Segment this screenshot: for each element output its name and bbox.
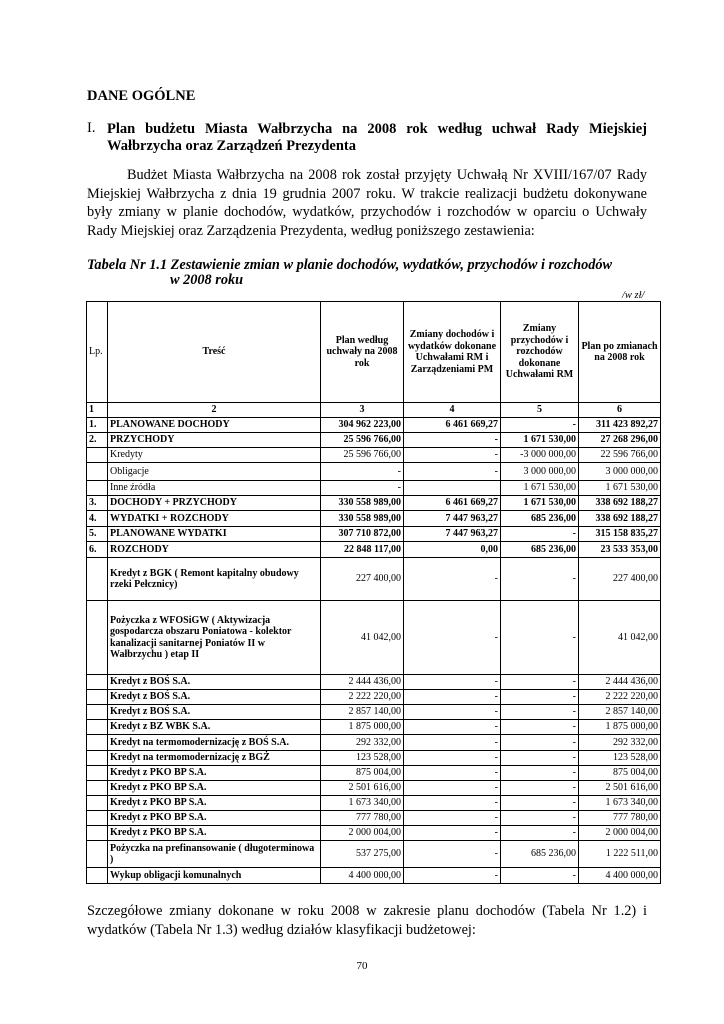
row-tresc: Kredyt z BZ WBK S.A. — [108, 720, 321, 735]
row-zmiany-przychodow: 1 671 530,00 — [501, 481, 579, 496]
row-lp — [87, 766, 108, 781]
row-plan-po: 292 332,00 — [579, 735, 661, 751]
row-lp — [87, 720, 108, 735]
row-plan: - — [321, 463, 404, 481]
row-plan: 1 673 340,00 — [321, 796, 404, 811]
table-row — [87, 826, 661, 841]
row-plan-po: 1 671 530,00 — [579, 481, 661, 496]
row-plan: 2 501 616,00 — [321, 781, 404, 796]
row-tresc: DOCHODY + PRZYCHODY — [108, 496, 321, 511]
row-plan-po: 3 000 000,00 — [579, 463, 661, 481]
row-zmiany-dochodow: - — [404, 720, 501, 735]
row-zmiany-przychodow: - — [501, 601, 579, 675]
row-zmiany-przychodow: - — [501, 705, 579, 720]
row-zmiany-przychodow: 3 000 000,00 — [501, 463, 579, 481]
row-lp — [87, 481, 108, 496]
table-row — [87, 735, 661, 751]
row-tresc: PLANOWANE DOCHODY — [108, 418, 321, 433]
table-row — [87, 720, 661, 735]
row-zmiany-przychodow: 1 671 530,00 — [501, 496, 579, 511]
table-row — [87, 811, 661, 826]
row-tresc: Kredyt z PKO BP S.A. — [108, 796, 321, 811]
row-plan: 875 004,00 — [321, 766, 404, 781]
row-tresc: PLANOWANE WYDATKI — [108, 527, 321, 542]
row-zmiany-przychodow: - — [501, 735, 579, 751]
row-zmiany-dochodow: - — [404, 796, 501, 811]
row-plan-po: 4 400 000,00 — [579, 868, 661, 884]
row-plan: 1 875 000,00 — [321, 720, 404, 735]
row-tresc: Kredyt z BOŚ S.A. — [108, 690, 321, 705]
section-number: I. — [87, 120, 96, 136]
row-tresc: Wykup obligacji komunalnych — [108, 868, 321, 884]
row-plan-po: 2 222 220,00 — [579, 690, 661, 705]
row-zmiany-przychodow: - — [501, 527, 579, 542]
row-plan: 330 558 989,00 — [321, 496, 404, 511]
row-plan: 307 710 872,00 — [321, 527, 404, 542]
table-row — [87, 796, 661, 811]
index-cell: 6 — [579, 403, 661, 418]
row-plan-po: 311 423 892,27 — [579, 418, 661, 433]
table-caption-line2: w 2008 roku — [170, 272, 244, 288]
section-title-line1: Plan budżetu Miasta Wałbrzycha na 2008 rok według uchwał Rady Miejskiej — [107, 121, 647, 137]
row-lp — [87, 690, 108, 705]
row-plan-po: 1 222 511,00 — [579, 841, 661, 868]
table-row — [87, 751, 661, 766]
row-zmiany-dochodow: - — [404, 448, 501, 463]
closing-text: Szczegółowe zmiany dokonane w roku 2008 w zakresie planu dochodów (Tabela Nr 1.2) i wydatków (Tabela Nr 1.3) według działów klasyfikacji budżetowej: — [87, 903, 647, 938]
row-tresc: Kredyty — [108, 448, 321, 463]
row-zmiany-dochodow: - — [404, 811, 501, 826]
row-zmiany-dochodow: - — [404, 601, 501, 675]
currency-unit-label: /w zł/ — [622, 290, 645, 301]
row-plan-po: 41 042,00 — [579, 601, 661, 675]
table-row — [87, 418, 661, 433]
index-cell: 4 — [404, 403, 501, 418]
row-tresc: PRZYCHODY — [108, 433, 321, 448]
row-zmiany-dochodow: 0,00 — [404, 542, 501, 558]
row-plan-po: 875 004,00 — [579, 766, 661, 781]
table-row — [87, 841, 661, 868]
row-zmiany-dochodow: - — [404, 690, 501, 705]
row-plan-po: 27 268 296,00 — [579, 433, 661, 448]
row-lp — [87, 796, 108, 811]
row-lp: 3. — [87, 496, 108, 511]
closing-paragraph — [87, 902, 647, 939]
row-lp — [87, 841, 108, 868]
row-zmiany-dochodow: - — [404, 868, 501, 884]
row-plan-po: 315 158 835,27 — [579, 527, 661, 542]
table-row — [87, 511, 661, 527]
table-row — [87, 781, 661, 796]
row-lp — [87, 448, 108, 463]
row-lp — [87, 811, 108, 826]
row-plan: 537 275,00 — [321, 841, 404, 868]
row-tresc: Pożyczka na prefinansowanie ( długoterminowa ) — [108, 841, 321, 868]
row-plan-po: 338 692 188,27 — [579, 511, 661, 527]
table-row — [87, 558, 661, 601]
row-plan-po: 227 400,00 — [579, 558, 661, 601]
row-plan-po: 2 444 436,00 — [579, 675, 661, 690]
row-plan: 25 596 766,00 — [321, 433, 404, 448]
row-plan-po: 2 501 616,00 — [579, 781, 661, 796]
row-zmiany-dochodow: - — [404, 705, 501, 720]
row-tresc: Kredyt z BGK ( Remont kapitalny obudowy rzeki Pełcznicy) — [108, 558, 321, 601]
index-cell: 3 — [321, 403, 404, 418]
row-zmiany-przychodow: - — [501, 766, 579, 781]
row-zmiany-przychodow: - — [501, 781, 579, 796]
row-zmiany-przychodow: - — [501, 720, 579, 735]
row-plan: 330 558 989,00 — [321, 511, 404, 527]
row-tresc: Kredyt na termomodernizację z BOŚ S.A. — [108, 735, 321, 751]
row-lp — [87, 826, 108, 841]
row-lp — [87, 781, 108, 796]
row-plan-po: 777 780,00 — [579, 811, 661, 826]
row-lp: 5. — [87, 527, 108, 542]
row-zmiany-dochodow: 7 447 963,27 — [404, 511, 501, 527]
row-zmiany-dochodow: - — [404, 675, 501, 690]
row-tresc: Inne źródła — [108, 481, 321, 496]
row-zmiany-przychodow: -3 000 000,00 — [501, 448, 579, 463]
header-zmiany-dochodow: Zmiany dochodów i wydatków dokonane Uchwałami RM i Zarządzeniami PM — [404, 302, 501, 403]
table-row — [87, 463, 661, 481]
row-zmiany-dochodow: - — [404, 463, 501, 481]
row-plan: 25 596 766,00 — [321, 448, 404, 463]
row-zmiany-przychodow: - — [501, 558, 579, 601]
table-header-row — [87, 302, 661, 403]
header-zmiany-przychodow: Zmiany przychodów i rozchodów dokonane Uchwałami RM — [501, 302, 579, 403]
row-tresc: Kredyt z BOŚ S.A. — [108, 705, 321, 720]
row-plan: 22 848 117,00 — [321, 542, 404, 558]
header-lp: Lp. — [87, 302, 108, 403]
row-zmiany-dochodow: - — [404, 751, 501, 766]
row-zmiany-dochodow: - — [404, 433, 501, 448]
row-plan-po: 23 533 353,00 — [579, 542, 661, 558]
budget-changes-table — [86, 301, 661, 884]
row-zmiany-dochodow: - — [404, 558, 501, 601]
table-row — [87, 690, 661, 705]
row-zmiany-przychodow: - — [501, 751, 579, 766]
row-plan: 777 780,00 — [321, 811, 404, 826]
row-lp — [87, 675, 108, 690]
table-row — [87, 527, 661, 542]
intro-paragraph: Budżet Miasta Wałbrzycha na 2008 rok został przyjęty Uchwałą Nr XVIII/167/07 Rady Miejskiej Wałbrzycha z dnia 19 grudnia 2007 roku. W trakcie realizacji budżetu dokonywane były zmiany w planie dochodów, wydatków, przychodów i rozchodów w oparciu o Uchwały Rady Miejskiej oraz Zarządzenia Prezydenta, według poniższego zestawienia: — [87, 167, 647, 239]
row-lp — [87, 463, 108, 481]
row-lp — [87, 868, 108, 884]
table-row — [87, 496, 661, 511]
row-lp: 2. — [87, 433, 108, 448]
row-zmiany-dochodow: - — [404, 766, 501, 781]
row-zmiany-przychodow: 685 236,00 — [501, 542, 579, 558]
row-lp: 1. — [87, 418, 108, 433]
row-plan-po: 338 692 188,27 — [579, 496, 661, 511]
row-tresc: Kredyt z BOŚ S.A. — [108, 675, 321, 690]
row-zmiany-przychodow: - — [501, 868, 579, 884]
row-tresc: Pożyczka z WFOSiGW ( Aktywizacja gospodarcza obszaru Poniatowa - kolektor kanalizacji sanitarnej Poniatów II w Wałbrzychu ) etap II — [108, 601, 321, 675]
table-row — [87, 433, 661, 448]
table-row — [87, 601, 661, 675]
row-tresc: Kredyt z PKO BP S.A. — [108, 781, 321, 796]
row-zmiany-dochodow: 7 447 963,27 — [404, 527, 501, 542]
row-plan: 4 400 000,00 — [321, 868, 404, 884]
table-row — [87, 868, 661, 884]
row-zmiany-przychodow: - — [501, 690, 579, 705]
row-zmiany-dochodow — [404, 481, 501, 496]
row-plan: 2 000 004,00 — [321, 826, 404, 841]
row-tresc: WYDATKI + ROZCHODY — [108, 511, 321, 527]
row-plan: 227 400,00 — [321, 558, 404, 601]
row-zmiany-przychodow: - — [501, 418, 579, 433]
row-plan: 304 962 223,00 — [321, 418, 404, 433]
row-zmiany-przychodow: - — [501, 796, 579, 811]
row-zmiany-przychodow: - — [501, 811, 579, 826]
row-lp: 4. — [87, 511, 108, 527]
row-plan-po: 22 596 766,00 — [579, 448, 661, 463]
row-zmiany-przychodow: 1 671 530,00 — [501, 433, 579, 448]
table-row — [87, 448, 661, 463]
row-lp — [87, 735, 108, 751]
row-plan: 2 857 140,00 — [321, 705, 404, 720]
row-zmiany-przychodow: 685 236,00 — [501, 841, 579, 868]
index-cell: 2 — [108, 403, 321, 418]
row-zmiany-dochodow: - — [404, 735, 501, 751]
row-zmiany-dochodow: 6 461 669,27 — [404, 418, 501, 433]
document-heading: DANE OGÓLNE — [87, 88, 196, 104]
column-index-row — [87, 403, 661, 418]
header-plan-po-zmianach: Plan po zmianach na 2008 rok — [579, 302, 661, 403]
row-zmiany-przychodow: - — [501, 826, 579, 841]
row-plan: 292 332,00 — [321, 735, 404, 751]
row-plan-po: 123 528,00 — [579, 751, 661, 766]
table-row — [87, 542, 661, 558]
row-zmiany-dochodow: 6 461 669,27 — [404, 496, 501, 511]
row-plan: 2 222 220,00 — [321, 690, 404, 705]
row-plan: 123 528,00 — [321, 751, 404, 766]
table-row — [87, 675, 661, 690]
index-cell: 5 — [501, 403, 579, 418]
row-tresc: Kredyt z PKO BP S.A. — [108, 811, 321, 826]
table-row — [87, 481, 661, 496]
row-plan-po: 1 875 000,00 — [579, 720, 661, 735]
row-lp — [87, 558, 108, 601]
section-title-line2: Wałbrzycha oraz Zarządzeń Prezydenta — [107, 138, 356, 154]
header-tresc: Treść — [108, 302, 321, 403]
row-zmiany-przychodow: - — [501, 675, 579, 690]
row-lp — [87, 751, 108, 766]
row-lp — [87, 705, 108, 720]
table-caption-line1: Tabela Nr 1.1 Zestawienie zmian w planie dochodów, wydatków, przychodów i rozchodów — [87, 257, 613, 273]
row-plan-po: 1 673 340,00 — [579, 796, 661, 811]
row-lp — [87, 601, 108, 675]
header-plan: Plan według uchwały na 2008 rok — [321, 302, 404, 403]
table-row — [87, 705, 661, 720]
page-number: 70 — [356, 960, 368, 972]
row-zmiany-dochodow: - — [404, 841, 501, 868]
row-lp: 6. — [87, 542, 108, 558]
table-row — [87, 766, 661, 781]
row-zmiany-dochodow: - — [404, 826, 501, 841]
row-plan: 2 444 436,00 — [321, 675, 404, 690]
row-plan: - — [321, 481, 404, 496]
row-tresc: Kredyt z PKO BP S.A. — [108, 766, 321, 781]
row-zmiany-przychodow: 685 236,00 — [501, 511, 579, 527]
row-tresc: Kredyt na termomodernizację z BGŻ — [108, 751, 321, 766]
row-tresc: Obligacje — [108, 463, 321, 481]
row-plan-po: 2 857 140,00 — [579, 705, 661, 720]
index-cell: 1 — [87, 403, 108, 418]
row-tresc: Kredyt z PKO BP S.A. — [108, 826, 321, 841]
row-plan-po: 2 000 004,00 — [579, 826, 661, 841]
row-zmiany-dochodow: - — [404, 781, 501, 796]
row-plan: 41 042,00 — [321, 601, 404, 675]
row-tresc: ROZCHODY — [108, 542, 321, 558]
